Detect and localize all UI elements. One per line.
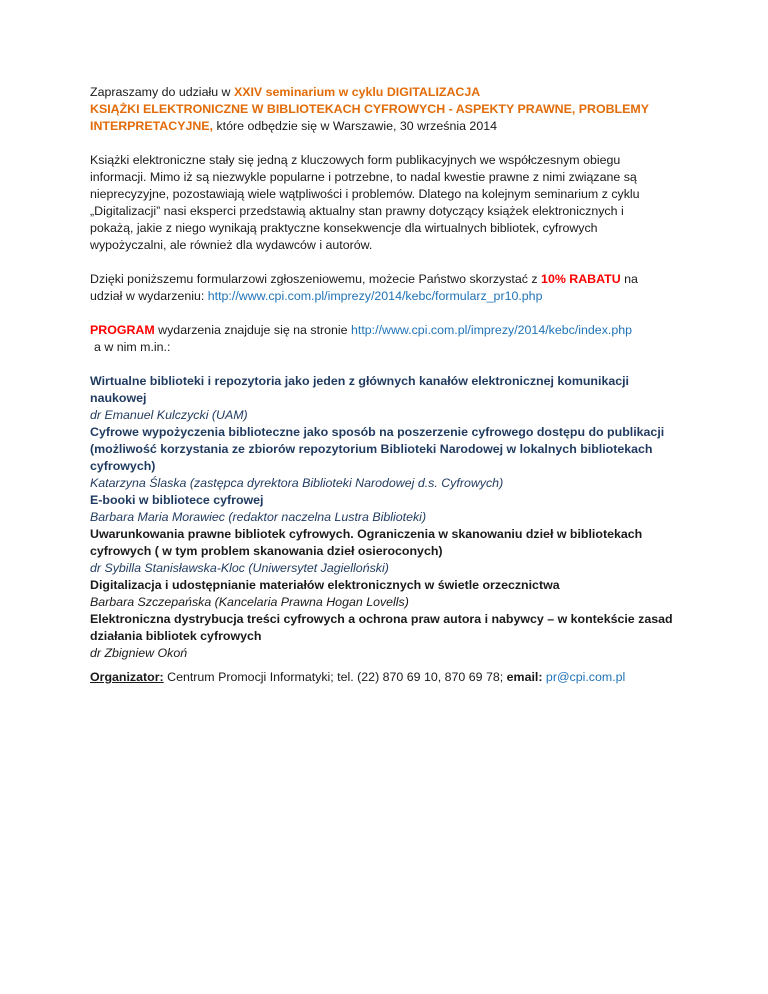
- talk-title: naukowej: [90, 391, 147, 405]
- registration-form-link[interactable]: http://www.cpi.com.pl/imprezy/2014/kebc/formularz_pr10.php: [207, 289, 543, 303]
- invitation-paragraph: [90, 84, 690, 135]
- talk-speaker: Barbara Szczepańska (Kancelaria Prawna Hogan Lovells): [90, 595, 409, 609]
- invitation-lead: Zapraszamy do udziału w: [90, 85, 234, 99]
- description-line: nieprecyzyjne, pozostawiają wiele wątpliwości i problemów. Dlatego na kolejnym seminarium z cyklu: [90, 187, 640, 201]
- talk-title: Cyfrowe wypożyczenia biblioteczne jako sposób na poszerzenie cyfrowego dostępu do publikacji: [90, 425, 665, 439]
- talk-item: [90, 611, 690, 662]
- seminar-title-line2: INTERPRETACYJNE,: [90, 119, 214, 133]
- program-link[interactable]: http://www.cpi.com.pl/imprezy/2014/kebc/index.php: [351, 323, 633, 337]
- organizer-label: Organizator:: [90, 670, 164, 684]
- program-label: PROGRAM: [90, 323, 155, 337]
- talks-list: [90, 373, 690, 662]
- discount-line2-lead: udział w wydarzeniu:: [90, 289, 208, 303]
- discount-lead: Dzięki poniższemu formularzowi zgłoszeniowemu, możecie Państwo skorzystać z: [90, 272, 542, 286]
- talk-item: [90, 526, 690, 577]
- email-link[interactable]: pr@cpi.com.pl: [545, 670, 626, 684]
- talk-speaker: dr Emanuel Kulczycki (UAM): [90, 408, 248, 422]
- talk-title: Uwarunkowania prawne bibliotek cyfrowych. Ograniczenia w skanowaniu dzieł w bibliotekach: [90, 527, 643, 541]
- description-line: „Digitalizacji” nasi eksperci przedstawią aktualny stan prawny dotyczący książek elektronicznych i: [90, 204, 624, 218]
- document-body: [90, 84, 690, 662]
- talk-title: Wirtualne biblioteki i repozytoria jako jeden z głównych kanałów elektronicznej komunikacji: [90, 374, 630, 388]
- talk-title: działania bibliotek cyfrowych: [90, 629, 262, 643]
- description-paragraph: [90, 152, 690, 254]
- program-paragraph: [90, 322, 690, 356]
- email-label: email:: [506, 670, 543, 684]
- talk-title: Digitalizacja i udostępnianie materiałów elektronicznych w świetle orzecznictwa: [90, 578, 560, 592]
- talk-title: Elektroniczna dystrybucja treści cyfrowych a ochrona praw autora i nabywcy – w kontekście zasad: [90, 612, 673, 626]
- description-line: pokażą, jakie z niego wynikają praktyczne konsekwencje dla wirtualnych bibliotek, cyfrowych: [90, 221, 598, 235]
- description-line: Książki elektroniczne stały się jedną z kluczowych form publikacyjnych we współczesnym obiegu: [90, 153, 621, 167]
- organizer-line: [90, 669, 710, 686]
- invitation-tail: które odbędzie się w Warszawie, 30 września 2014: [213, 119, 497, 133]
- talk-title: cyfrowych): [90, 459, 156, 473]
- description-line: wypożyczalni, ale również dla wydawców i autorów.: [90, 238, 373, 252]
- seminar-title-line1: KSIĄŻKI ELEKTRONICZNE W BIBLIOTEKACH CYFROWYCH - ASPEKTY PRAWNE, PROBLEMY: [90, 102, 649, 116]
- seminar-name: XXIV seminarium w cyklu DIGITALIZACJA: [233, 85, 481, 99]
- talk-title: E-booki w bibliotece cyfrowej: [90, 493, 264, 507]
- discount-paragraph: [90, 271, 690, 305]
- organizer-text: Centrum Promocji Informatyki; tel. (22) 870 69 10, 870 69 78;: [163, 670, 507, 684]
- talk-item: [90, 424, 690, 492]
- program-lead: wydarzenia znajduje się na stronie: [154, 323, 352, 337]
- talk-item: [90, 492, 690, 526]
- talk-title: (możliwość korzystania ze zbiorów repozytorium Biblioteki Narodowej w lokalnych bibliotekach: [90, 442, 653, 456]
- discount-tail: na: [620, 272, 638, 286]
- talk-item: [90, 373, 690, 424]
- program-line2: a w nim m.in.:: [94, 340, 171, 354]
- talk-speaker: dr Zbigniew Okoń: [90, 646, 188, 660]
- talk-speaker: dr Sybilla Stanisławska-Kloc (Uniwersytet Jagielloński): [90, 561, 389, 575]
- discount-highlight: 10% RABATU: [541, 272, 621, 286]
- talk-item: [90, 577, 690, 611]
- talk-title: cyfrowych ( w tym problem skanowania dzieł osieroconych): [90, 544, 443, 558]
- description-line: informacji. Mimo iż są niezwykle popularne i potrzebne, to nadal kwestie prawne z nimi związane są: [90, 170, 637, 184]
- talk-speaker: Barbara Maria Morawiec (redaktor naczelna Lustra Biblioteki): [90, 510, 427, 524]
- talk-speaker: Katarzyna Ślaska (zastępca dyrektora Biblioteki Narodowej d.s. Cyfrowych): [90, 476, 504, 490]
